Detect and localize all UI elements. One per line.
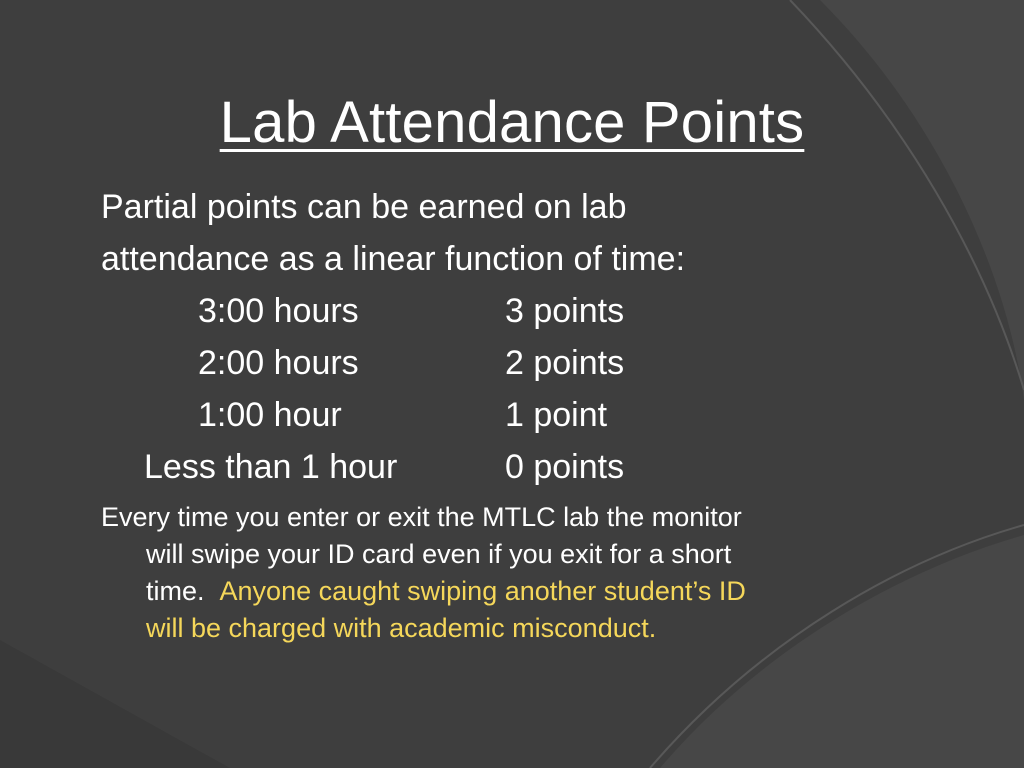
schedule-points: 3 points xyxy=(505,292,625,330)
schedule-time: 1:00 hour xyxy=(198,396,342,434)
intro-text xyxy=(101,181,685,285)
misconduct-warning: Anyone caught swiping another student’s ID xyxy=(219,576,746,606)
intro-line: Partial points can be earned on lab xyxy=(101,188,627,226)
misconduct-warning: will be charged with academic misconduct. xyxy=(146,613,657,643)
schedule-points: 1 point xyxy=(505,396,608,434)
schedule-time: 2:00 hours xyxy=(198,344,359,382)
schedule-points: 2 points xyxy=(505,344,625,382)
note-line: Every time you enter or exit the MTLC lab the monitor xyxy=(101,502,742,532)
swipe-policy-note xyxy=(101,499,931,647)
schedule-points: 0 points xyxy=(505,448,625,486)
schedule-time: Less than 1 hour xyxy=(144,448,398,486)
intro-line: attendance as a linear function of time: xyxy=(101,240,686,278)
slide-title: Lab Attendance Points xyxy=(219,90,805,155)
schedule-time: 3:00 hours xyxy=(198,292,359,330)
note-text: time. xyxy=(146,576,205,606)
note-line: will swipe your ID card even if you exit for a short xyxy=(146,539,732,569)
note-line xyxy=(101,573,931,610)
